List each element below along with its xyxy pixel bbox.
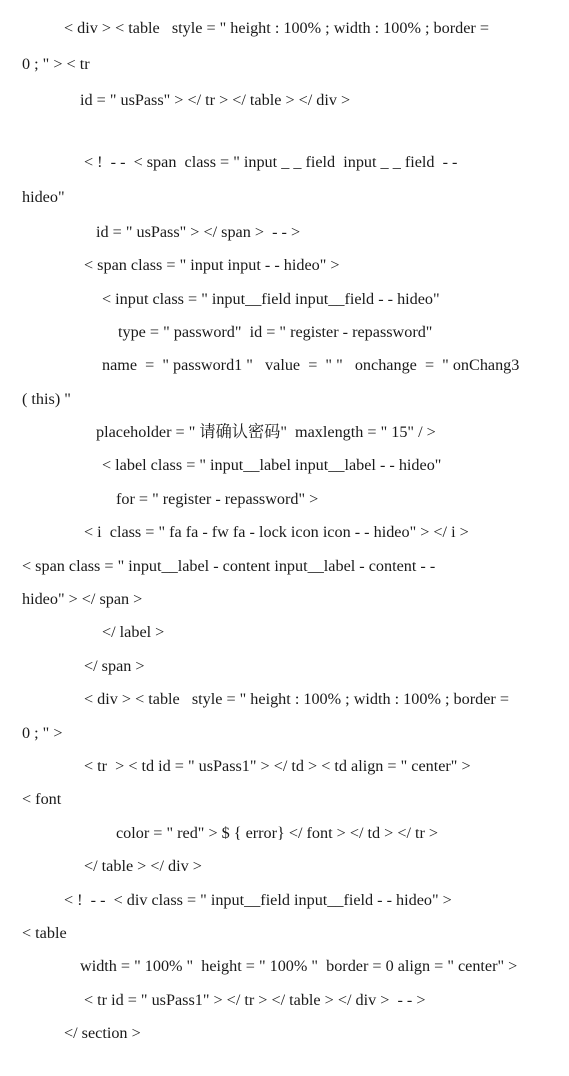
code-line: < ! - - < span class = " input _ _ field input _ _ field - - [84, 153, 458, 171]
code-line: width = " 100% " height = " 100% " border = 0 align = " center" > [80, 957, 518, 975]
code-line: ( this) " [22, 390, 71, 408]
code-line: </ span > [84, 657, 145, 675]
code-line: < div > < table style = " height : 100% ; width : 100% ; border = [84, 690, 509, 708]
code-line: < tr id = " usPass1" > </ tr > </ table > </ div > - - > [84, 991, 426, 1009]
code-line: </ table > </ div > [84, 857, 202, 875]
code-line: 0 ; " > < tr [22, 55, 90, 73]
code-line: < i class = " fa fa - fw fa - lock icon icon - - hideo" > </ i > [84, 523, 469, 541]
code-line: < div > < table style = " height : 100% ; width : 100% ; border = [64, 19, 489, 37]
code-line: hideo" [22, 188, 65, 206]
code-line: < label class = " input__label input__label - - hideo" [102, 456, 442, 474]
code-line: < ! - - < div class = " input__field input__field - - hideo" > [64, 891, 452, 909]
code-line: < span class = " input__label - content input__label - content - - [22, 557, 436, 575]
code-line: id = " usPass" > </ span > - - > [96, 223, 301, 241]
code-line: type = " password" id = " register - repassword" [118, 323, 433, 341]
code-line: < font [22, 790, 62, 808]
code-line: < input class = " input__field input__field - - hideo" [102, 290, 440, 308]
code-line: placeholder = " 请确认密码" maxlength = " 15" / > [96, 423, 436, 441]
code-line: < tr > < td id = " usPass1" > </ td > < td align = " center" > [84, 757, 471, 775]
code-line: id = " usPass" > </ tr > </ table > </ div > [80, 91, 351, 109]
code-line: for = " register - repassword" > [116, 490, 319, 508]
code-line: color = " red" > $ { error} </ font > </ td > </ tr > [116, 824, 439, 842]
code-line: name = " password1 " value = " " onchange = " onChang3 [102, 356, 520, 374]
code-line: < span class = " input input - - hideo" > [84, 256, 340, 274]
code-line: 0 ; " > [22, 724, 63, 742]
code-line: </ label > [102, 623, 165, 641]
code-line: < table [22, 924, 67, 942]
code-line: hideo" > </ span > [22, 590, 143, 608]
code-line: </ section > [64, 1024, 141, 1042]
